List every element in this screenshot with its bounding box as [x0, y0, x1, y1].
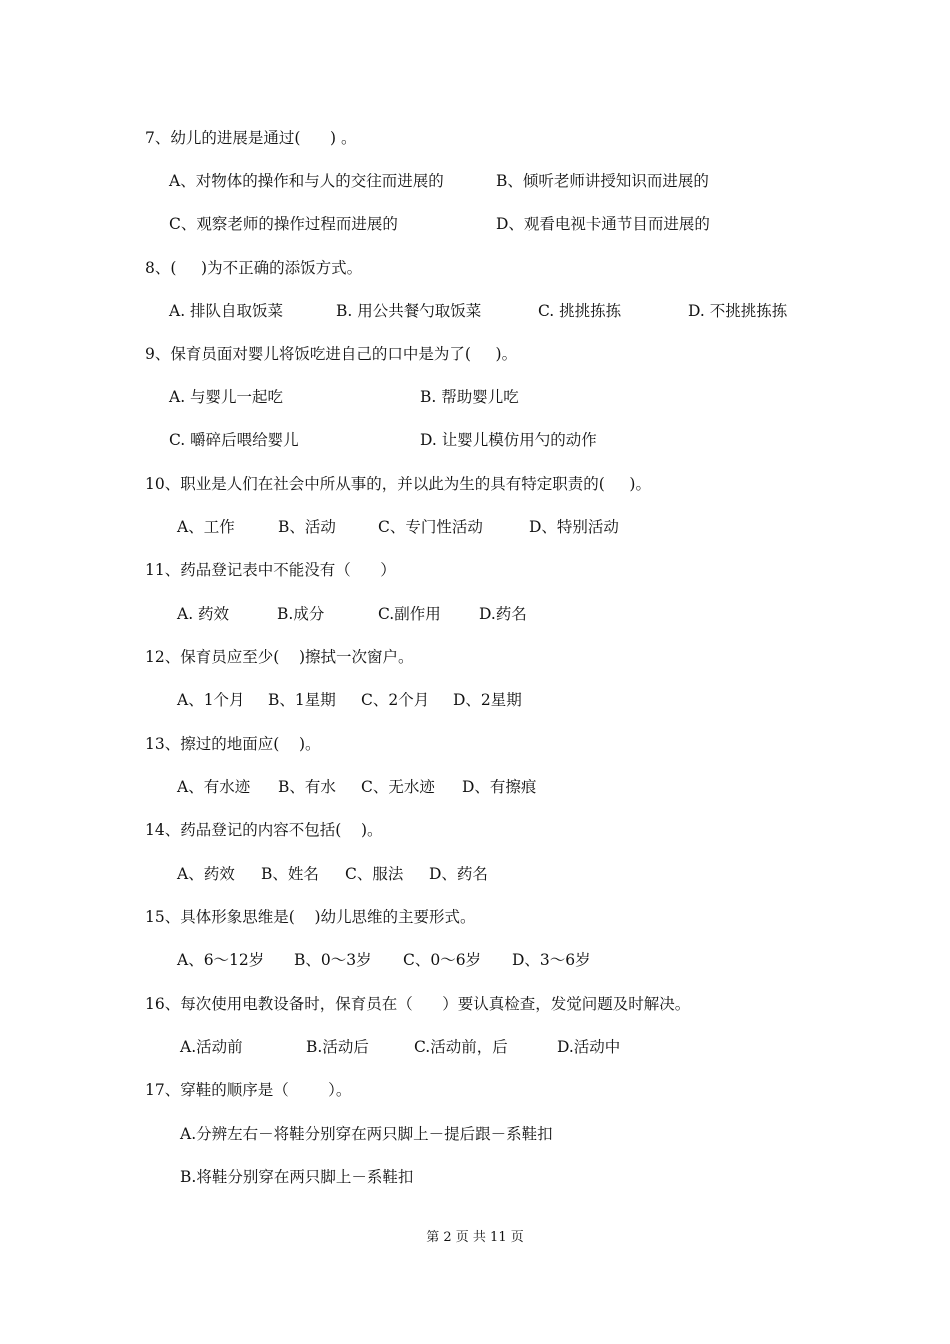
question-13: 13、擦过的地面应( )。: [145, 735, 321, 753]
question-10: 10、职业是人们在社会中所从事的，并以此为生的具有特定职责的( )。: [145, 475, 651, 493]
option-c: C.活动前，后: [414, 1038, 508, 1056]
question-17: 17、穿鞋的顺序是（ ）。: [145, 1081, 352, 1099]
option-a: A、1个月: [177, 691, 245, 709]
option-a: A、有水迹: [177, 778, 251, 796]
option-c: C.副作用: [378, 605, 441, 623]
option-b: B、有水: [278, 778, 336, 796]
option-c: C. 嚼碎后喂给婴儿: [169, 431, 299, 449]
page-number: 第 2 页 共 11 页: [426, 1230, 524, 1245]
option-d: D. 不挑挑拣拣: [688, 302, 788, 320]
option-d: D.活动中: [557, 1038, 621, 1056]
option-d: D、特别活动: [529, 518, 619, 536]
option-b: B、1星期: [268, 691, 336, 709]
option-a: A、药效: [177, 865, 235, 883]
option-b: B. 帮助婴儿吃: [420, 388, 519, 406]
question-14: 14、药品登记的内容不包括( )。: [145, 821, 383, 839]
question-7: 7、幼儿的进展是通过( ) 。: [145, 129, 357, 147]
option-a: A. 排队自取饭菜: [169, 302, 284, 320]
option-c: C、专门性活动: [378, 518, 483, 536]
option-d: D、3～6岁: [512, 951, 591, 969]
option-a: A.分辨左右－将鞋分别穿在两只脚上－提后跟－系鞋扣: [180, 1125, 553, 1143]
option-b: B.活动后: [306, 1038, 369, 1056]
option-c: C. 挑挑拣拣: [538, 302, 622, 320]
option-b: B、0～3岁: [294, 951, 372, 969]
option-b: B、活动: [278, 518, 336, 536]
option-d: D、药名: [429, 865, 488, 883]
question-12: 12、保育员应至少( )擦拭一次窗户。: [145, 648, 414, 666]
option-c: C、观察老师的操作过程而进展的: [169, 215, 398, 233]
question-8: 8、( )为不正确的添饭方式。: [145, 259, 363, 277]
option-a: A、对物体的操作和与人的交往而进展的: [169, 172, 444, 190]
option-c: C、服法: [345, 865, 404, 883]
option-b: B. 用公共餐勺取饭菜: [336, 302, 482, 320]
option-a: A.活动前: [180, 1038, 243, 1056]
option-b: B.将鞋分别穿在两只脚上－系鞋扣: [180, 1168, 414, 1186]
option-d: D.药名: [479, 605, 527, 623]
option-d: D、有擦痕: [462, 778, 537, 796]
option-a: A. 与婴儿一起吃: [169, 388, 284, 406]
option-a: A、6～12岁: [177, 951, 265, 969]
option-a: A. 药效: [177, 605, 230, 623]
question-9: 9、保育员面对婴儿将饭吃进自己的口中是为了( )。: [145, 345, 518, 363]
option-c: C、无水迹: [361, 778, 435, 796]
option-b: B、姓名: [261, 865, 319, 883]
option-d: D、观看电视卡通节目而进展的: [496, 215, 710, 233]
option-d: D. 让婴儿模仿用勺的动作: [420, 431, 597, 449]
option-d: D、2星期: [453, 691, 522, 709]
option-c: C、0～6岁: [403, 951, 482, 969]
option-b: B、倾听老师讲授知识而进展的: [496, 172, 709, 190]
question-11: 11、药品登记表中不能没有（ ）: [145, 561, 396, 579]
option-a: A、工作: [177, 518, 235, 536]
option-b: B.成分: [277, 605, 325, 623]
question-15: 15、具体形象思维是( )幼儿思维的主要形式。: [145, 908, 476, 926]
option-c: C、2个月: [361, 691, 430, 709]
question-16: 16、每次使用电教设备时，保育员在（ ）要认真检查，发觉问题及时解决。: [145, 995, 691, 1013]
